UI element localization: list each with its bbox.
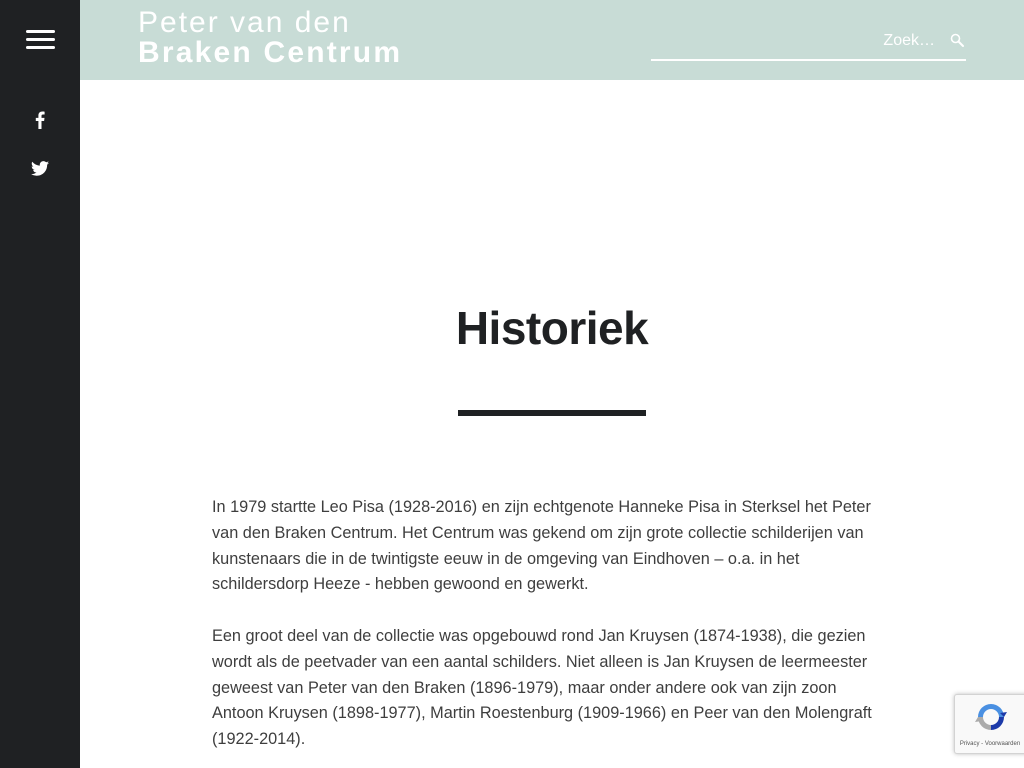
recaptcha-badge[interactable] (954, 694, 1024, 754)
twitter-icon[interactable] (0, 154, 80, 182)
site-logo[interactable] (138, 8, 402, 68)
title-divider (458, 410, 646, 416)
recaptcha-links[interactable]: Privacy - Voorwaarden (959, 741, 1021, 747)
logo-line-2: Braken Centrum (138, 36, 403, 69)
article-content (212, 495, 888, 768)
page-title: Historiek (455, 302, 649, 354)
facebook-icon[interactable] (0, 106, 80, 134)
paragraph: Een groot deel van de collectie was opgebouwd rond Jan Kruysen (1874-1938), die gezien wordt als de peetvader van een aantal schilders. Niet alleen is Jan Kruysen de leermeester geweest van Peter van den Braken (1896-1979), maar onder andere ook van zijn zoon Antoon Kruysen (1898-1977), Martin Roestenburg (1909-1966) en Peer van den Molengraft (1922-2014). (212, 626, 872, 749)
search-icon[interactable] (950, 33, 964, 47)
paragraph: In 1979 startte Leo Pisa (1928-2016) en zijn echtgenote Hanneke Pisa in Sterksel het Peter van den Braken Centrum. Het Centrum was gekend om zijn grote collectie schilderijen van kunstenaars die in de twintigste eeuw in de omgeving van Eindhoven – o.a. in het schildersdorp Heeze - hebben gewoond en gewerkt. (212, 498, 871, 594)
hamburger-menu-icon[interactable] (26, 28, 55, 52)
sidebar (0, 0, 80, 768)
recaptcha-icon (975, 701, 1007, 733)
logo-line-1: Peter van den (138, 6, 351, 39)
search-form (651, 22, 966, 61)
site-header (80, 0, 1024, 80)
search-input[interactable] (651, 22, 939, 59)
